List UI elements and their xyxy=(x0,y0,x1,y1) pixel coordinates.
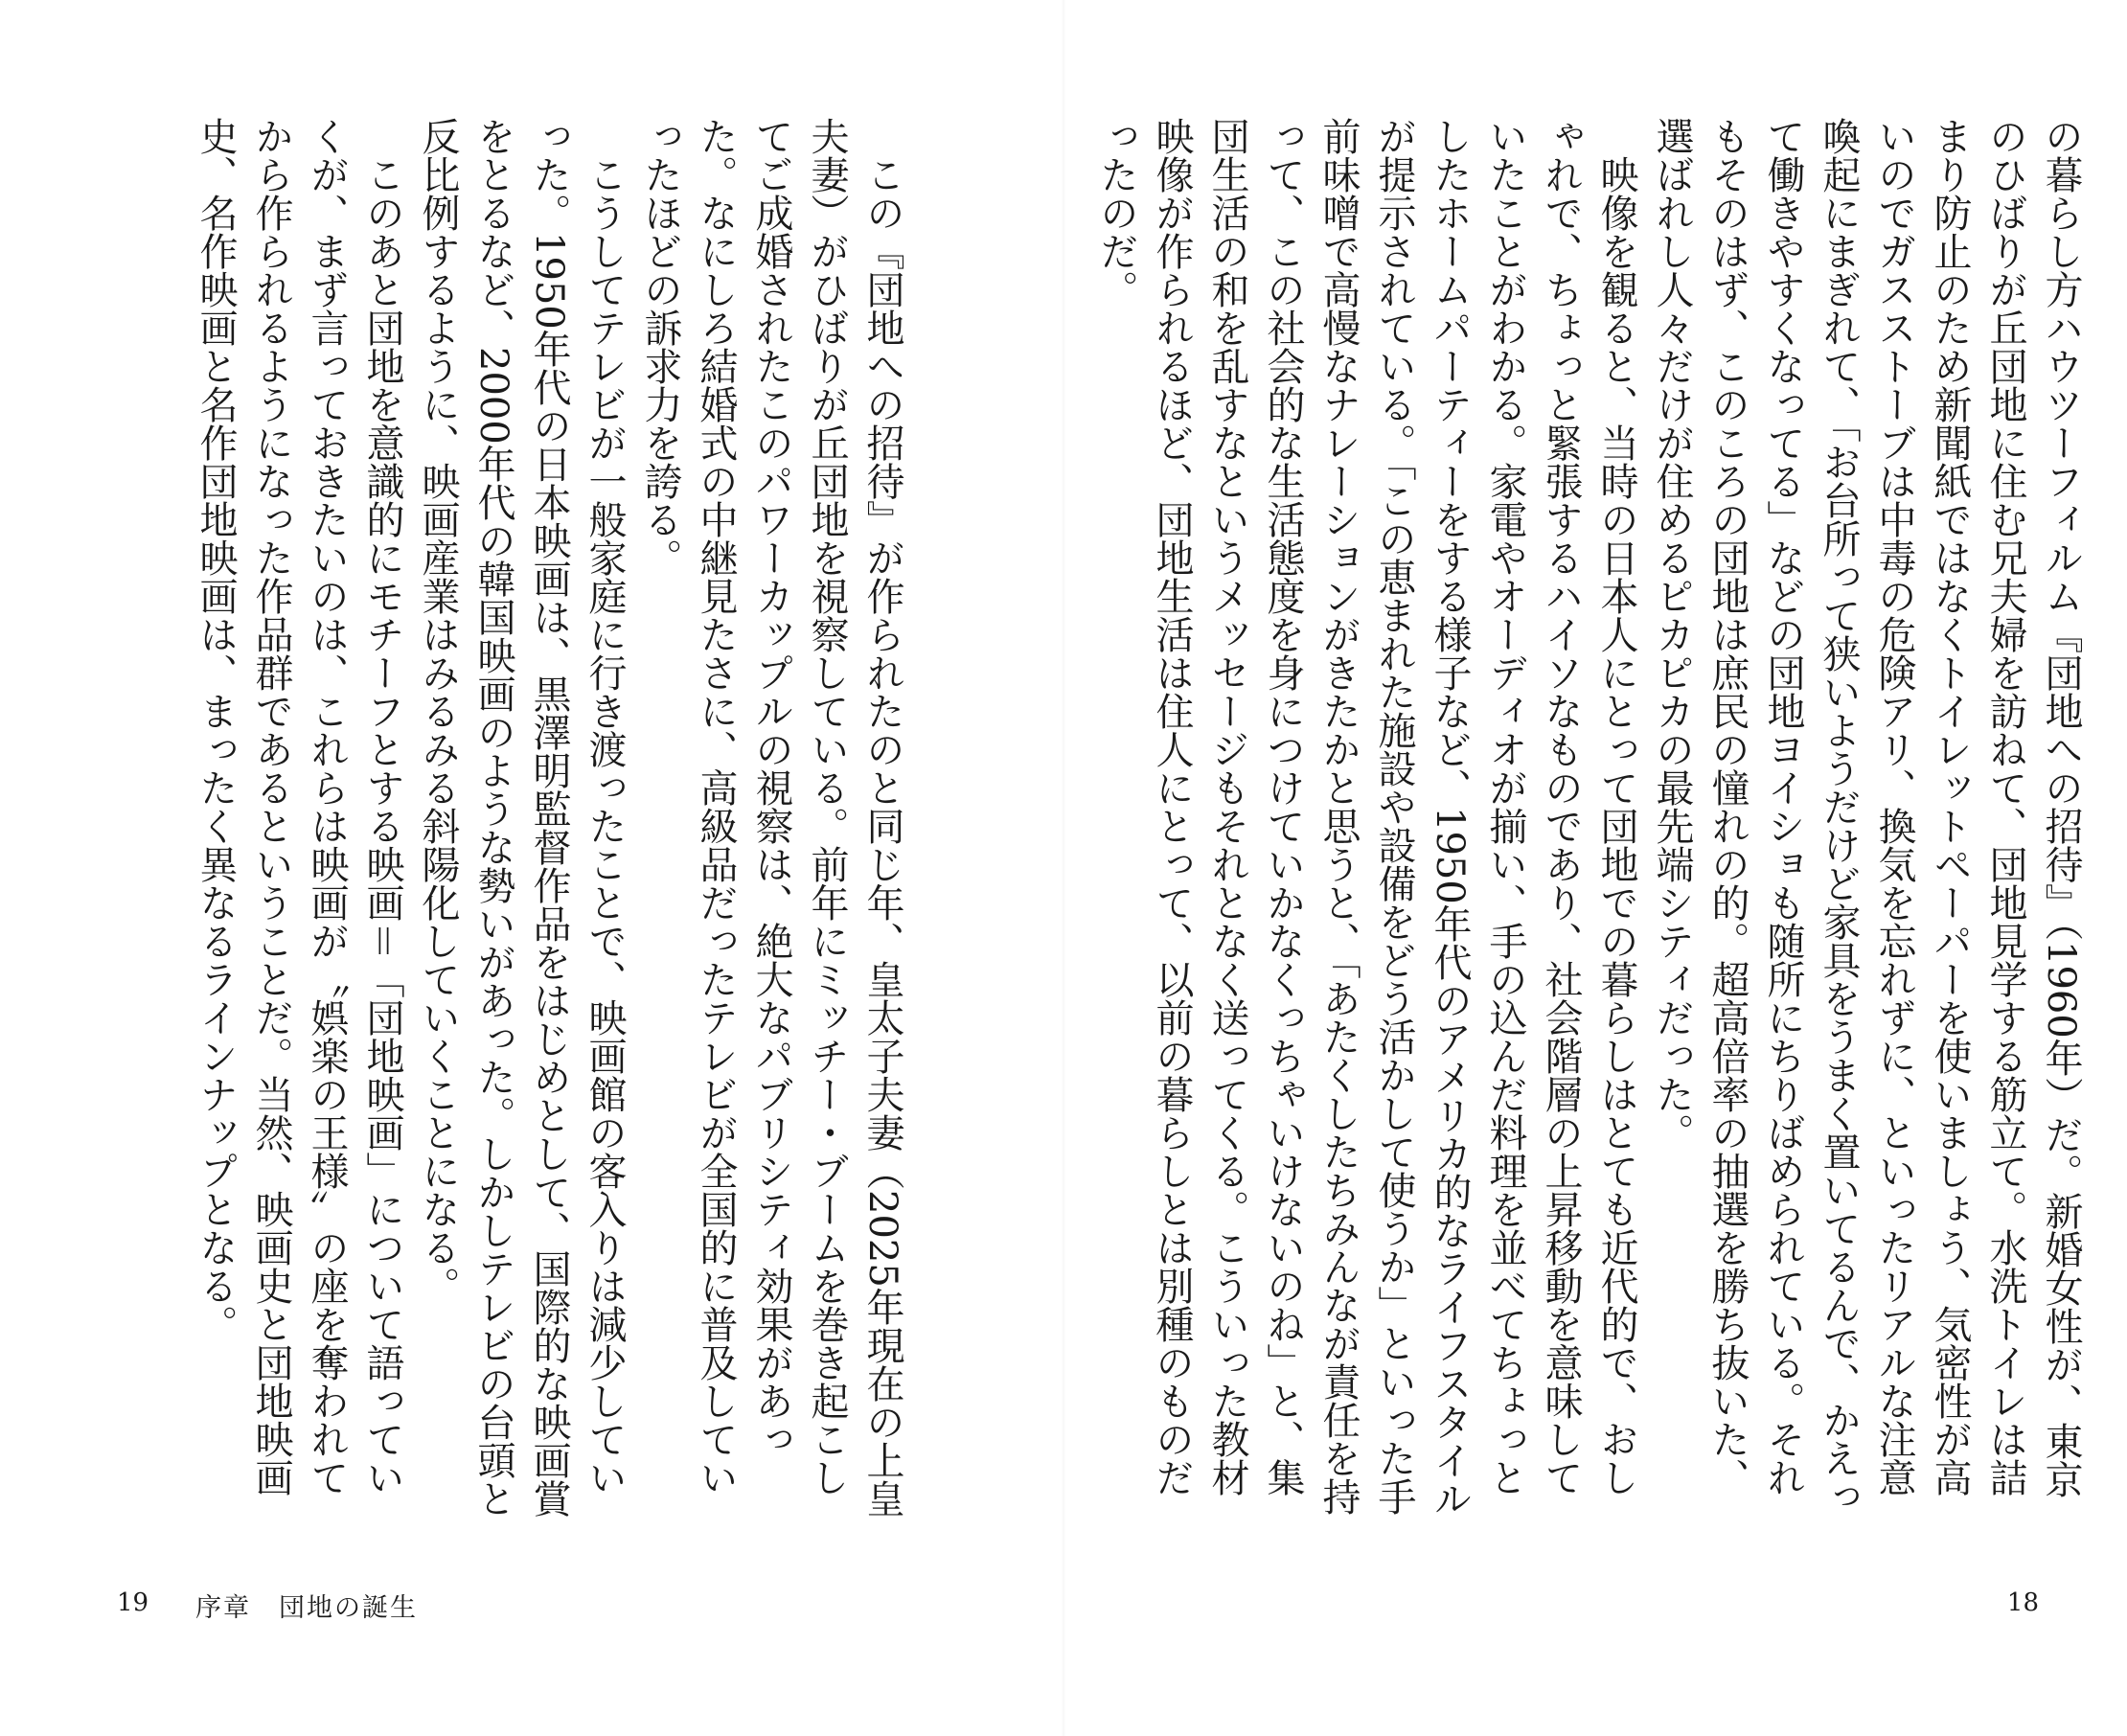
page-18 xyxy=(1064,0,2127,1736)
paragraph: こうしてテレビが一般家庭に行き渡ったことで、映画館の客入りは減少していった。1950年代の日本映画は、黒澤明監督作品をはじめとして、国際的な映画賞をとるなど、2000年代の韓国映画のような勢いがあった。しかしテレビの台頭と反比例するように、映画産業はみるみる斜陽化していくことになる。 xyxy=(416,117,627,1518)
page-18-body xyxy=(1094,117,2089,1525)
paragraph: の暮らし方ハウツーフィルム『団地への招待』（1960年）だ。新婚女性が、東京のひばりが丘団地に住む兄夫婦を訪ねて、団地見学する筋立て。水洗トイレは詰まり防止のため新聞紙ではなくトイレットペーパーを使いましょう、気密性が高いのでガスストーブは中毒の危険アリ、換気を忘れずに、といったリアルな注意喚起にまぎれて、「お台所って狭いようだけど家具をうまく置いてるんで、かえって働きやすくなってる」などの団地ヨイショも随所にちりばめられている。それもそのはず、このころの団地は庶民の憧れの的。超高倍率の抽選を勝ち抜いた、選ばれし人々だけが住めるピカピカの最先端シティだった。 xyxy=(1650,117,2083,1516)
paragraph: このあと団地を意識的にモチーフとする映画＝「団地映画」について語っていくが、まず言っておきたいのは、これらは映画が〝娯楽の王様〟の座を奪われてから作られるようになった作品群であるということだ。当然、映画史と団地映画史、名作映画と名作団地映画は、まったく異なるラインナップとなる。 xyxy=(194,117,404,1496)
paragraph: この『団地への招待』が作られたのと同じ年、皇太子夫妻（2025年現在の上皇夫妻）がひばりが丘団地を視察している。前年にミッチー・ブームを巻き起こしてご成婚されたこのパワーカップルの視察は、絶大なパブリシティ効果があった。なにしろ結婚式の中継見たさに、高級品だったテレビが全国的に普及していったほどの訴求力を誇る。 xyxy=(638,117,904,1518)
page-19-body xyxy=(194,117,910,1525)
page-number-19: 19 xyxy=(117,1588,149,1617)
running-header: 序章 団地の誕生 xyxy=(195,1593,418,1623)
paragraph: 映像を観ると、当時の日本人にとって団地での暮らしはとても近代的で、おしゃれで、ちょっと緊張するハイソなものであり、社会階層の上昇移動を意味していたことがわかる。家電やオーディオが揃い、手の込んだ料理を並べてちょっとしたホームパーティーをする様子など、1950年代のアメリカ的なライフスタイルが提示されている。「この恵まれた施設や設備をどう活かして使うか」といった手前味噌で高慢なナレーションがきたかと思うと、「あたくしたちみんなが責任を持って、この社会的な生活態度を身につけていかなくっちゃいけないのね」と、集団生活の和を乱すなというメッセージもそれとなく送ってくる。こういった教材映像が作られるほど、団地生活は住人にとって、以前の暮らしとは別種のものだったのだ。 xyxy=(1094,117,1638,1518)
page-number-18: 18 xyxy=(2006,1588,2039,1617)
